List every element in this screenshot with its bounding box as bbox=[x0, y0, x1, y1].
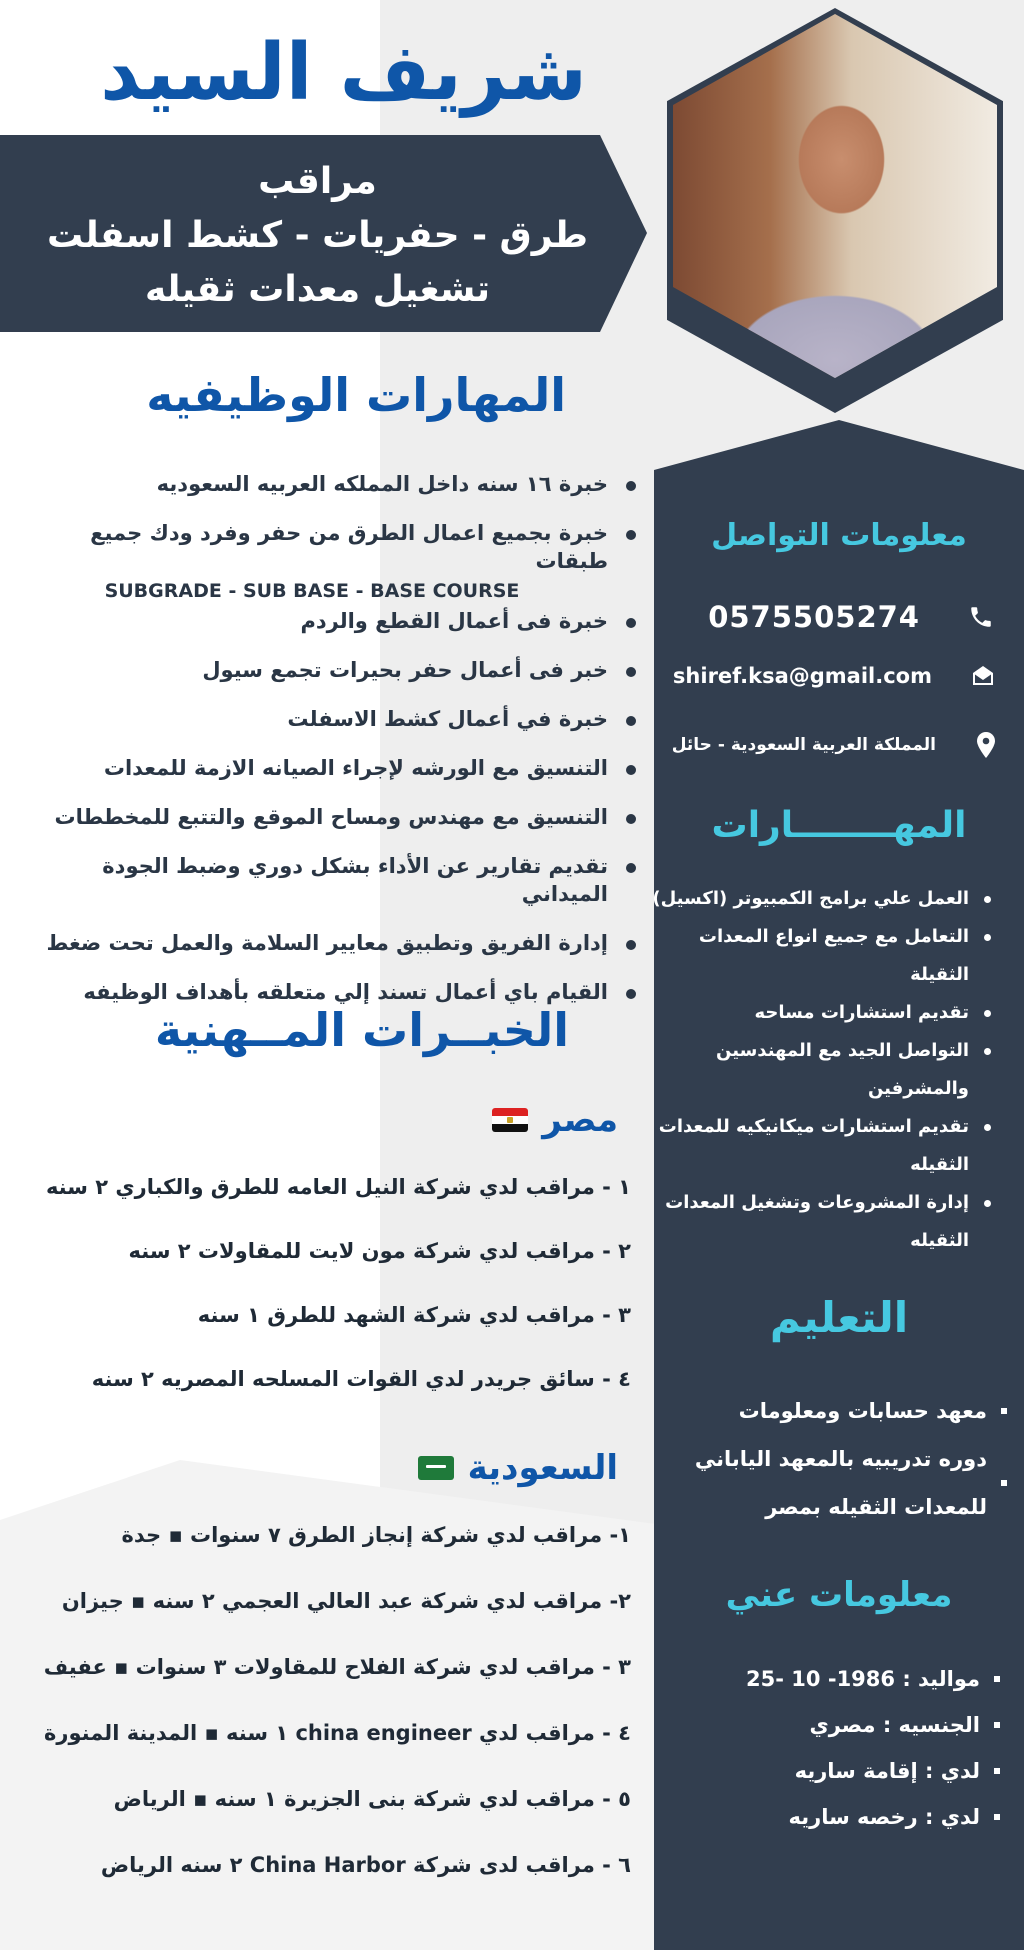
envelope-icon bbox=[970, 665, 996, 687]
list-item bbox=[16, 852, 636, 908]
job-skill-text: القيام باي أعمال تسند إلي متعلقه بأهداف الوظيفه bbox=[83, 980, 608, 1004]
email-address[interactable]: shiref.ksa@gmail.com bbox=[672, 664, 932, 688]
country-label: مصر bbox=[542, 1100, 618, 1140]
list-item bbox=[16, 705, 636, 733]
list-item: معهد حسابات ومعلومات bbox=[662, 1387, 1007, 1435]
list-item: ٤ - مراقب لدي china engineer ١ سنه ▪ المدينة المنورة bbox=[44, 1721, 631, 1745]
job-title-line: طرق - حفريات - كشط اسفلت bbox=[46, 215, 589, 256]
list-item: ٣ - مراقب لدي شركة الفلاح للمقاولات ٣ سنوات ▪ عفيف bbox=[43, 1655, 631, 1679]
skills-list bbox=[651, 880, 991, 1260]
job-skill-text: خبرة فى أعمال القطع والردم bbox=[300, 609, 608, 633]
list-item bbox=[16, 607, 636, 635]
list-item: ٢- مراقب لدي شركة عبد العالي العجمي ٢ سنه ▪ جيزان bbox=[61, 1589, 631, 1613]
list-item bbox=[16, 656, 636, 684]
skills-heading: المهــــــــارات bbox=[711, 805, 967, 846]
country-egypt bbox=[492, 1100, 618, 1140]
job-skill-text: تقديم تقارير عن الأداء بشكل دوري وضبط الجودة الميداني bbox=[102, 854, 608, 906]
job-skill-text: خبرة بجميع اعمال الطرق من حفر وفرد ودك جميع طبقات bbox=[90, 521, 608, 573]
list-item: لدي : رخصه ساريه bbox=[655, 1794, 1000, 1840]
location-text: المملكة العربية السعودية - حائل bbox=[671, 735, 936, 755]
job-skill-text: خبرة في أعمال كشط الاسفلت bbox=[287, 707, 608, 731]
list-item: التواصل الجيد مع المهندسين والمشرفين bbox=[651, 1032, 991, 1108]
list-item: ٥ - مراقب لدي شركة بنى الجزيرة ١ سنه ▪ الرياض bbox=[113, 1787, 631, 1811]
job-skill-text: إدارة الفريق وتطبيق معايير السلامة والعمل تحت ضغط bbox=[46, 931, 608, 955]
about-list bbox=[655, 1656, 1000, 1840]
job-skill-text: خبر فى أعمال حفر بحيرات تجمع سيول bbox=[202, 658, 608, 682]
list-item bbox=[16, 929, 636, 957]
job-title-line: تشغيل معدات ثقيله bbox=[145, 269, 490, 310]
list-item: تقديم استشارات ميكانيكيه للمعدات الثقيله bbox=[651, 1108, 991, 1184]
location-pin-icon bbox=[976, 732, 996, 758]
list-item: ١- مراقب لدي شركة إنجاز الطرق ٧ سنوات ▪ جدة bbox=[121, 1523, 631, 1547]
country-label: السعودية bbox=[467, 1448, 618, 1488]
contact-phone bbox=[708, 600, 994, 634]
phone-icon bbox=[968, 604, 994, 630]
list-item: ٦ - مراقب لدى شركة China Harbor ٢ سنه الرياض bbox=[100, 1853, 631, 1877]
list-item: لدي : إقامة ساريه bbox=[655, 1748, 1000, 1794]
saudi-flag-icon bbox=[418, 1456, 454, 1480]
about-heading: معلومات عني bbox=[725, 1575, 953, 1615]
job-skill-subtext: SUBGRADE - SUB BASE - BASE COURSE bbox=[104, 580, 520, 602]
job-skill-text: التنسيق مع مهندس ومساح الموقع والتتبع للمخططات bbox=[54, 805, 608, 829]
education-list bbox=[662, 1387, 1007, 1531]
list-item bbox=[16, 754, 636, 782]
job-skill-text: خبرة ١٦ سنه داخل المملكه العربيه السعوديه bbox=[156, 472, 608, 496]
job-title bbox=[30, 155, 605, 317]
list-item bbox=[16, 470, 636, 498]
saudi-experience-list bbox=[11, 1523, 631, 1877]
list-item: ٤ - سائق جريدر لدي القوات المسلحه المصريه ٢ سنه bbox=[91, 1367, 631, 1391]
list-item: العمل علي برامج الكمبيوتر (اكسيل) bbox=[651, 880, 991, 918]
list-item: تقديم استشارات مساحه bbox=[651, 994, 991, 1032]
phone-number[interactable]: 0575505274 bbox=[708, 600, 920, 634]
job-title-line: مراقب bbox=[258, 161, 377, 202]
job-skill-text: التنسيق مع الورشه لإجراء الصيانه الازمة للمعدات bbox=[103, 756, 608, 780]
contact-heading: معلومات التواصل bbox=[711, 518, 967, 553]
list-item: دوره تدريبيه بالمعهد الياباني للمعدات الثقيله بمصر bbox=[662, 1435, 1007, 1531]
list-item: إدارة المشروعات وتشغيل المعدات الثقيله bbox=[651, 1184, 991, 1260]
list-item: التعامل مع جميع انواع المعدات الثقيلة bbox=[651, 918, 991, 994]
job-skills-heading: المهارات الوظيفيه bbox=[146, 368, 566, 422]
list-item bbox=[16, 519, 636, 605]
list-item bbox=[16, 978, 636, 1006]
contact-email bbox=[673, 664, 996, 688]
egypt-experience-list bbox=[11, 1175, 631, 1391]
education-heading: التعليم bbox=[769, 1293, 909, 1342]
list-item: ٢ - مراقب لدي شركة مون لايت للمقاولات ٢ سنه bbox=[128, 1239, 631, 1263]
list-item: مواليد : 1986- 10 -25 bbox=[655, 1656, 1000, 1702]
experience-heading: الخبــرات المــهنية bbox=[154, 1003, 569, 1057]
list-item: ٣ - مراقب لدي شركة الشهد للطرق ١ سنه bbox=[197, 1303, 631, 1327]
contact-location bbox=[672, 732, 996, 758]
country-saudi bbox=[418, 1448, 618, 1488]
job-skills-list bbox=[16, 470, 636, 1027]
candidate-name: شريف السيد bbox=[100, 28, 587, 118]
list-item: الجنسيه : مصري bbox=[655, 1702, 1000, 1748]
list-item bbox=[16, 803, 636, 831]
egypt-flag-icon bbox=[492, 1108, 528, 1132]
list-item: ١ - مراقب لدي شركة النيل العامه للطرق والكباري ٢ سنه bbox=[45, 1175, 631, 1199]
